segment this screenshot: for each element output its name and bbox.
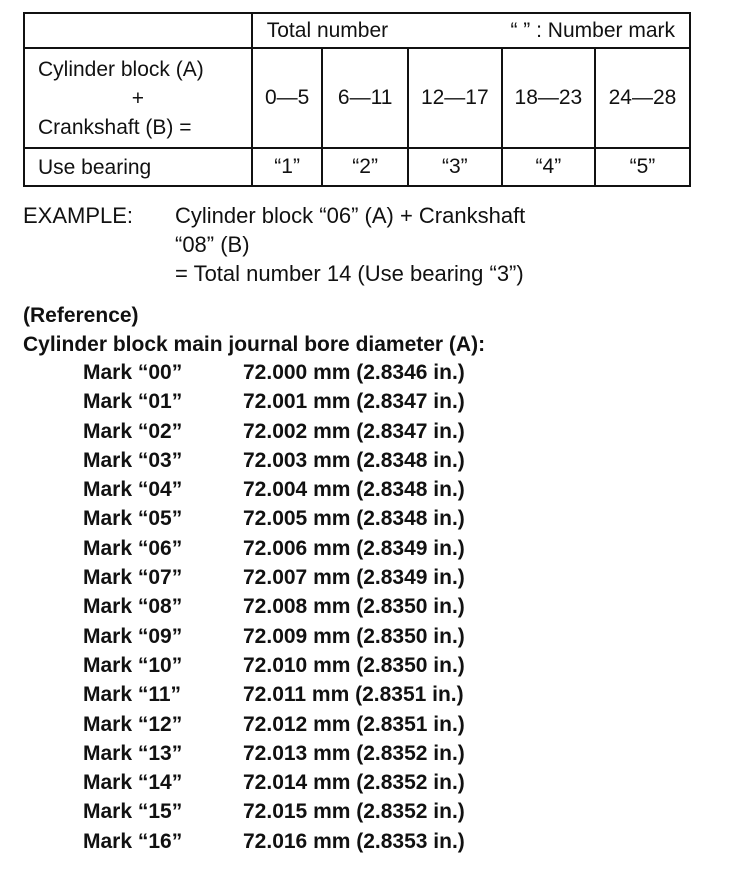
mark-label: Mark “01” [83,390,183,414]
example-line-2: “08” (B) [175,232,250,257]
mark-value: 72.003 mm (2.8348 in.) [243,448,465,472]
bearing-cell: “4” [502,148,595,186]
mark-value: 72.014 mm (2.8352 in.) [243,771,465,795]
mark-value: 72.000 mm (2.8346 in.) [243,361,465,384]
mark-label: Mark “08” [83,595,183,619]
mark-value: 72.006 mm (2.8349 in.) [243,536,465,560]
mark-label: Mark “13” [83,741,183,765]
mark-value: 72.005 mm (2.8348 in.) [243,507,465,531]
mark-label: Mark “06” [83,536,183,560]
mark-label: Mark “04” [83,478,183,502]
range-cell: 0—5 [252,48,323,148]
mark-label: Mark “09” [83,624,183,648]
table-header-cell [252,13,690,48]
total-number-heading: Total number [266,19,389,42]
example-line-1: Cylinder block “06” (A) + Crankshaft [175,203,526,228]
range-cell: 6—11 [322,48,407,148]
bearing-cell: “5” [595,148,690,186]
example-line-3: = Total number 14 (Use bearing “3”) [175,261,524,286]
mark-value: 72.001 mm (2.8347 in.) [243,390,465,414]
range-cell: 24—28 [595,48,690,148]
mark-label: Mark “15” [83,800,183,824]
range-cell: 12—17 [408,48,502,148]
cylinder-block-label: Cylinder block (A) [38,57,204,81]
mark-label: Mark “00” [83,361,183,384]
bearing-cell: “3” [408,148,502,186]
mark-label: Mark “10” [83,653,183,677]
example-label: EXAMPLE: [23,203,134,228]
crankshaft-label: Crankshaft (B) = [38,115,192,139]
table-corner-cell [24,13,252,48]
reference-title: (Reference) [23,304,139,327]
mark-value: 72.002 mm (2.8347 in.) [243,419,465,443]
mark-value: 72.007 mm (2.8349 in.) [243,566,465,590]
mark-label: Mark “05” [83,507,183,531]
mark-value: 72.004 mm (2.8348 in.) [243,478,465,502]
mark-value: 72.012 mm (2.8351 in.) [243,712,465,736]
mark-label: Mark “07” [83,566,183,590]
mark-label: Mark “14” [83,771,183,795]
range-cell: 18—23 [502,48,595,148]
mark-value: 72.015 mm (2.8352 in.) [243,800,465,824]
use-bearing-label: Use bearing [24,148,252,186]
mark-label: Mark “02” [83,419,183,443]
mark-value: 72.009 mm (2.8350 in.) [243,624,465,648]
bearing-selection-table [23,12,691,187]
number-mark-legend: “ ” : Number mark [510,19,675,42]
mark-label: Mark “11” [83,683,182,707]
mark-label: Mark “03” [83,448,183,472]
plus-sign: + [131,86,144,110]
table-row-bearing [24,148,690,186]
table-header-row [24,13,690,48]
mark-value: 72.013 mm (2.8352 in.) [243,741,465,765]
bearing-cell: “1” [252,148,323,186]
mark-value: 72.016 mm (2.8353 in.) [243,829,465,853]
mark-value: 72.008 mm (2.8350 in.) [243,595,465,619]
table-row-total [24,48,690,148]
reference-subtitle: Cylinder block main journal bore diameter (A): [23,333,486,356]
mark-value: 72.010 mm (2.8350 in.) [243,653,465,677]
mark-label: Mark “16” [83,829,183,853]
mark-value: 72.011 mm (2.8351 in.) [243,683,464,707]
bearing-cell: “2” [322,148,407,186]
mark-label: Mark “12” [83,712,183,736]
total-label-cell [24,48,252,148]
